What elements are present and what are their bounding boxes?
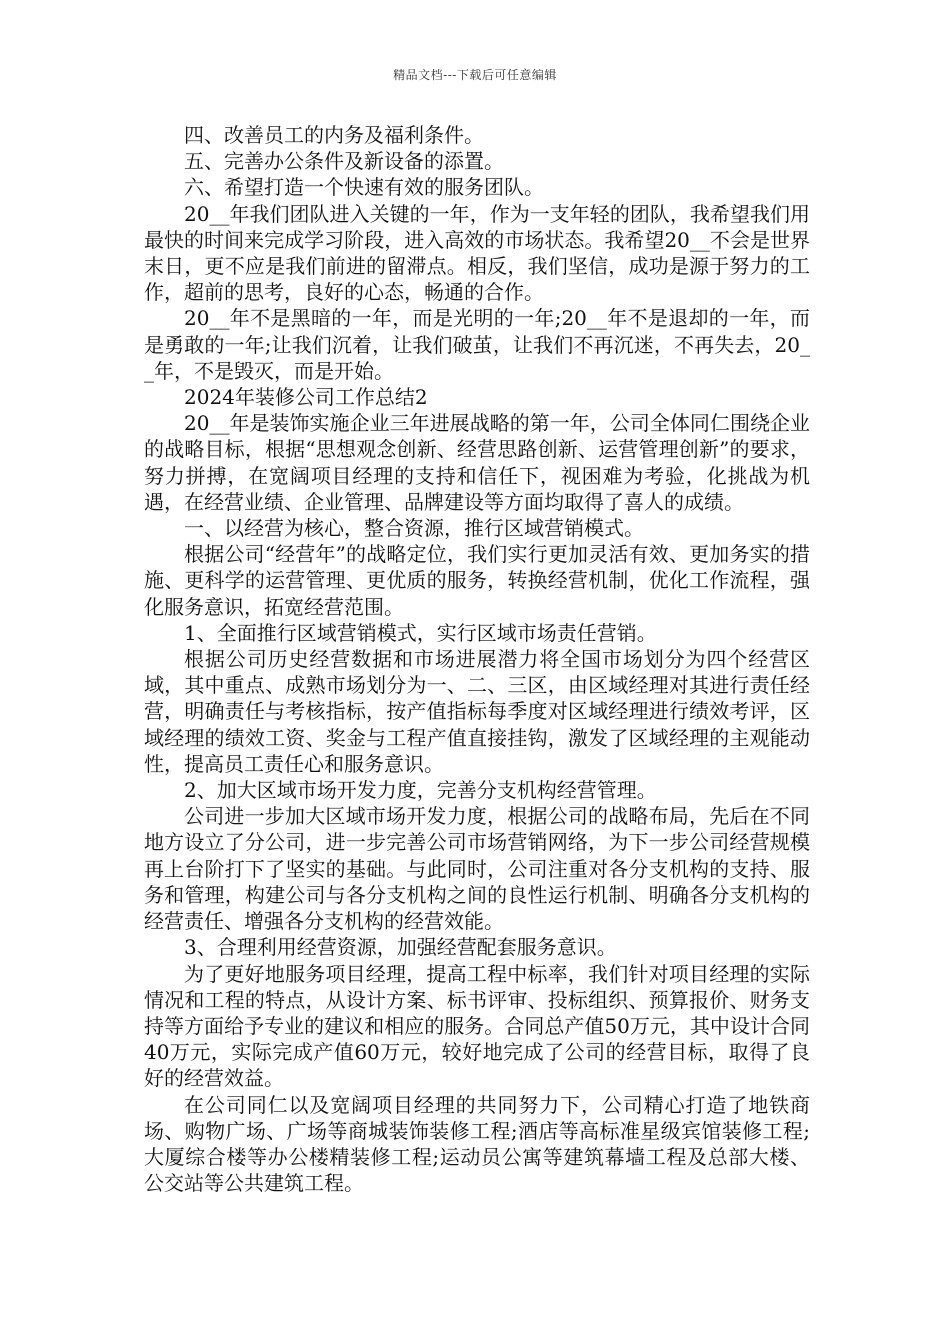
- paragraph-9: 根据公司“经营年”的战略定位，我们实行更加灵活有效、更加务实的措施、更科学的运营管理、更优质的服务，转换经营机制，优化工作流程，强化服务意识，拓宽经营范围。: [144, 542, 810, 619]
- paragraph-3: 六、希望打造一个快速有效的服务团队。: [184, 175, 544, 200]
- subheading-1: 1、全面推行区域营销模式，实行区域市场责任营销。: [184, 620, 657, 645]
- paragraph-7: 20__年是装饰实施企业三年进展战略的第一年，公司全体同仁围绕企业的战略目标，根据“思想观念创新、经营思路创新、运营管理创新”的要求，努力拼搏，在宽阔项目经理的支持和信任下，视困难为考验，化挑战为机遇，在经营业绩、企业管理、品牌建设等方面均取得了喜人的成绩。: [144, 411, 810, 514]
- document-body: [144, 122, 810, 1196]
- paragraph-2: 五、完善办公条件及新设备的添置。: [184, 149, 504, 174]
- page-header: 精品文档---下载后可任意编辑: [393, 68, 557, 82]
- subheading-3: 3、合理利用经营资源，加强经营配套服务意识。: [184, 935, 617, 960]
- subheading-2: 2、加大区域市场开发力度，完善分支机构经营管理。: [184, 778, 657, 803]
- paragraph-16: 在公司同仁以及宽阔项目经理的共同努力下，公司精心打造了地铁商场、购物广场、广场等商城装饰装修工程;酒店等高标准星级宾馆装修工程;大厦综合楼等办公楼精装修工程;运动员公寓等建筑幕墙工程及总部大楼、公交站等公共建筑工程。: [144, 1092, 810, 1196]
- paragraph-4: 20__年我们团队进入关键的一年，作为一支年轻的团队，我希望我们用最快的时间来完成学习阶段，进入高效的市场状态。我希望20__不会是世界末日，更不应是我们前进的留滞点。相反，我们坚信，成功是源于努力的工作，超前的思考，良好的心态，畅通的合作。: [144, 201, 810, 305]
- paragraph-13: 公司进一步加大区域市场开发力度，根据公司的战略布局，先后在不同地方设立了分公司，进一步完善公司市场营销网络，为下一步公司经营规模再上台阶打下了坚实的基础。与此同时，公司注重对各分支机构的支持、服务和管理，构建公司与各分支机构之间的良性运行机制、明确各分支机构的经营责任、增强各分支机构的经营效能。: [144, 804, 810, 934]
- heading-1: 一、以经营为核心，整合资源，推行区域营销模式。: [184, 516, 644, 541]
- paragraph-5: 20__年不是黑暗的一年，而是光明的一年;20__年不是退却的一年，而是勇敢的一年;让我们沉着，让我们破茧，让我们不再沉迷，不再失去，20__年，不是毁灭，而是开始。: [144, 306, 810, 383]
- paragraph-11: 根据公司历史经营数据和市场进展潜力将全国市场划分为四个经营区域，其中重点、成熟市场划分为一、二、三区，由区域经理对其进行责任经营，明确责任与考核指标，按产值指标每季度对区域经理进行绩效考评，区域经理的绩效工资、奖金与工程产值直接挂钩，激发了区域经理的主观能动性，提高员工责任心和服务意识。: [144, 647, 810, 776]
- paragraph-15: 为了更好地服务项目经理，提高工程中标率，我们针对项目经理的实际情况和工程的特点，从设计方案、标书评审、投标组织、预算报价、财务支持等方面给予专业的建议和相应的服务。合同总产值50万元，其中设计合同40万元，实际完成产值60万元，较好地完成了公司的经营目标，取得了良好的经营效益。: [144, 961, 810, 1091]
- section-title: 2024年装修公司工作总结2: [184, 385, 428, 410]
- paragraph-1: 四、改善员工的内务及福利条件。: [184, 123, 484, 147]
